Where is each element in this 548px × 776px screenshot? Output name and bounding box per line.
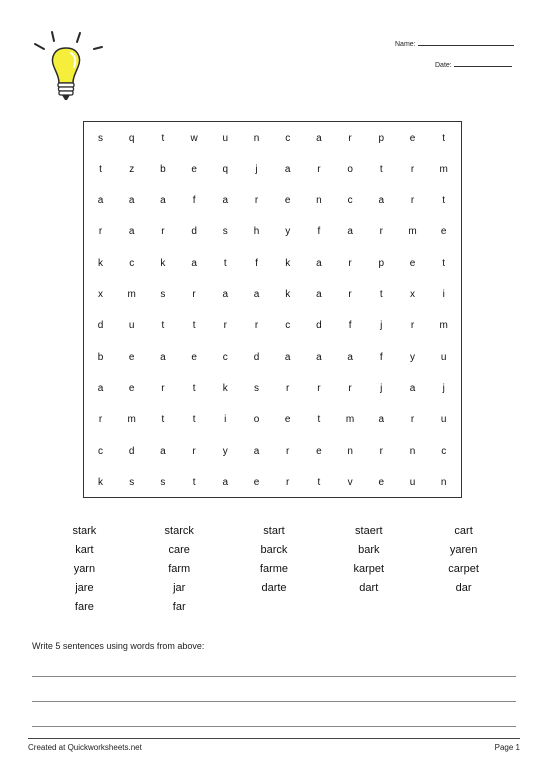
grid-letter[interactable]: a bbox=[128, 195, 135, 207]
grid-letter[interactable]: u bbox=[440, 351, 447, 363]
grid-letter[interactable]: a bbox=[222, 195, 229, 207]
footer-divider bbox=[28, 738, 520, 739]
word-list-item: yaren bbox=[449, 544, 478, 556]
grid-letter[interactable]: e bbox=[191, 351, 197, 363]
grid-letter[interactable]: t bbox=[442, 132, 446, 144]
grid-letter[interactable]: t bbox=[161, 414, 165, 426]
grid-letter[interactable]: z bbox=[129, 163, 135, 175]
grid-letter[interactable]: t bbox=[317, 414, 321, 426]
word-list-item: karpet bbox=[353, 563, 385, 575]
grid-letter[interactable]: x bbox=[98, 289, 103, 300]
grid-letter[interactable]: o bbox=[347, 163, 353, 175]
grid-letter[interactable]: t bbox=[442, 257, 446, 269]
grid-letter[interactable]: r bbox=[286, 445, 290, 457]
word-list-item: farm bbox=[168, 563, 191, 575]
writing-line[interactable] bbox=[32, 676, 516, 677]
grid-letter[interactable]: a bbox=[284, 351, 291, 363]
grid-letter[interactable]: t bbox=[379, 289, 383, 300]
writing-line[interactable] bbox=[32, 701, 516, 702]
grid-letter[interactable]: r bbox=[254, 320, 259, 332]
grid-letter[interactable]: j bbox=[255, 163, 258, 175]
grid-letter[interactable]: y bbox=[285, 226, 291, 238]
grid-letter[interactable]: s bbox=[160, 476, 166, 488]
grid-letter[interactable]: t bbox=[192, 476, 196, 488]
grid-letter[interactable]: r bbox=[192, 289, 196, 300]
grid-letter[interactable]: c bbox=[129, 257, 135, 269]
grid-letter[interactable]: u bbox=[222, 132, 229, 144]
grid-letter[interactable]: k bbox=[222, 382, 228, 394]
word-list-item: barck bbox=[260, 544, 288, 556]
grid-letter[interactable]: e bbox=[409, 132, 416, 144]
word-list-item: yarn bbox=[73, 563, 96, 575]
grid-letter[interactable]: b bbox=[97, 351, 104, 363]
grid-letter[interactable]: t bbox=[223, 257, 227, 269]
grid-letter[interactable]: d bbox=[316, 320, 322, 332]
word-list-item: cart bbox=[454, 525, 473, 537]
grid-letter[interactable]: t bbox=[192, 414, 196, 426]
grid-letter[interactable]: j bbox=[380, 382, 383, 394]
word-list-item: carpet bbox=[448, 563, 479, 575]
grid-letter[interactable]: a bbox=[378, 414, 385, 426]
word-list-item: darte bbox=[261, 582, 287, 594]
grid-letter[interactable]: a bbox=[160, 351, 166, 363]
grid-letter[interactable]: r bbox=[161, 226, 165, 238]
date-label: Date: bbox=[435, 62, 452, 69]
grid-letter[interactable]: r bbox=[317, 382, 321, 394]
date-blank[interactable] bbox=[454, 60, 512, 67]
word-list-item: starck bbox=[164, 525, 194, 537]
grid-letter[interactable]: r bbox=[379, 226, 383, 238]
grid-letter[interactable]: r bbox=[286, 382, 290, 394]
grid-letter[interactable]: o bbox=[253, 414, 260, 426]
grid-letter[interactable]: r bbox=[223, 320, 227, 332]
grid-letter[interactable]: t bbox=[442, 195, 446, 207]
grid-letter[interactable]: r bbox=[98, 414, 103, 426]
grid-letter[interactable]: r bbox=[286, 476, 290, 488]
grid-letter[interactable]: s bbox=[98, 132, 103, 144]
word-list-item: bark bbox=[358, 544, 380, 556]
grid-letter[interactable]: r bbox=[410, 195, 415, 207]
grid-letter[interactable]: a bbox=[316, 257, 322, 269]
grid-letter[interactable]: w bbox=[190, 132, 198, 144]
grid-letter[interactable]: a bbox=[284, 163, 291, 175]
grid-letter[interactable]: n bbox=[409, 445, 416, 457]
grid-letter[interactable]: f bbox=[192, 195, 196, 207]
grid-letter[interactable]: e bbox=[316, 445, 322, 457]
grid-letter[interactable]: f bbox=[255, 257, 258, 269]
footer-credit: Created at Quickworksheets.net bbox=[28, 743, 142, 752]
grid-letter[interactable]: a bbox=[128, 226, 135, 238]
word-list-item: staert bbox=[355, 525, 383, 537]
page-number: Page 1 bbox=[494, 743, 520, 752]
grid-letter[interactable]: a bbox=[160, 445, 166, 457]
grid-letter[interactable]: r bbox=[348, 257, 352, 269]
grid-letter[interactable]: t bbox=[161, 320, 165, 332]
grid-letter[interactable]: m bbox=[345, 414, 355, 426]
grid-letter[interactable]: a bbox=[191, 257, 197, 269]
grid-letter[interactable]: k bbox=[285, 257, 291, 269]
grid-letter[interactable]: k bbox=[98, 257, 103, 269]
grid-letter[interactable]: a bbox=[97, 382, 104, 394]
grid-letter[interactable]: n bbox=[253, 132, 260, 144]
grid-letter[interactable]: r bbox=[348, 382, 352, 394]
grid-letter[interactable]: e bbox=[253, 476, 260, 488]
grid-letter[interactable]: a bbox=[316, 289, 322, 300]
grid-letter[interactable]: e bbox=[378, 476, 385, 488]
grid-letter[interactable]: a bbox=[316, 132, 322, 144]
grid-letter[interactable]: m bbox=[439, 320, 448, 332]
grid-letter[interactable]: m bbox=[408, 226, 417, 238]
grid-letter[interactable]: i bbox=[442, 289, 445, 300]
grid-letter[interactable]: y bbox=[410, 351, 415, 363]
grid-letter[interactable]: s bbox=[254, 382, 259, 394]
grid-letter[interactable]: b bbox=[160, 163, 166, 175]
word-list-item: far bbox=[172, 601, 186, 613]
grid-letter[interactable]: a bbox=[253, 445, 260, 457]
word-list bbox=[37, 524, 511, 615]
grid-letter[interactable]: c bbox=[285, 132, 291, 144]
grid-letter[interactable]: r bbox=[317, 163, 321, 175]
grid-letter[interactable]: t bbox=[99, 163, 102, 175]
grid-letter[interactable]: a bbox=[222, 289, 229, 300]
date-field[interactable] bbox=[435, 60, 512, 69]
grid-letter[interactable]: a bbox=[316, 351, 322, 363]
grid-letter[interactable]: e bbox=[128, 382, 135, 394]
grid-letter[interactable]: u bbox=[440, 414, 447, 426]
name-label: Name: bbox=[395, 41, 416, 48]
name-field[interactable] bbox=[395, 39, 514, 48]
grid-letter[interactable]: f bbox=[379, 351, 383, 363]
grid-letter[interactable]: n bbox=[347, 445, 353, 457]
grid-letter[interactable]: r bbox=[410, 163, 415, 175]
grid-letter[interactable]: f bbox=[348, 320, 352, 332]
word-list-item: stark bbox=[72, 525, 97, 537]
grid-letter[interactable]: k bbox=[160, 257, 166, 269]
grid-letter[interactable]: a bbox=[160, 195, 166, 207]
grid-letter[interactable]: t bbox=[379, 163, 383, 175]
grid-letter[interactable]: p bbox=[378, 132, 385, 144]
grid-letter[interactable]: r bbox=[348, 289, 352, 300]
grid-letter[interactable]: e bbox=[128, 351, 135, 363]
grid-letter[interactable]: a bbox=[378, 195, 385, 207]
grid-letter[interactable]: c bbox=[441, 445, 447, 457]
grid-letter[interactable]: c bbox=[222, 351, 228, 363]
grid-letter[interactable]: a bbox=[347, 351, 353, 363]
word-list-item: jar bbox=[173, 582, 186, 594]
grid-letter[interactable]: c bbox=[98, 445, 103, 457]
grid-letter[interactable]: t bbox=[317, 476, 321, 488]
grid-letter[interactable]: d bbox=[97, 320, 104, 332]
grid-letter[interactable]: u bbox=[128, 320, 135, 332]
grid-letter[interactable]: t bbox=[161, 132, 165, 144]
writing-line[interactable] bbox=[32, 726, 516, 727]
grid-letter[interactable]: e bbox=[191, 163, 197, 175]
word-list-item: care bbox=[168, 544, 190, 556]
grid-letter[interactable]: c bbox=[347, 195, 353, 207]
grid-letter[interactable]: m bbox=[127, 289, 136, 300]
grid-letter[interactable]: r bbox=[410, 414, 415, 426]
grid-letter[interactable]: k bbox=[98, 476, 103, 488]
grid-letter[interactable]: r bbox=[254, 195, 259, 207]
grid-letter[interactable]: c bbox=[285, 320, 291, 332]
grid-letter[interactable]: q bbox=[222, 163, 229, 175]
grid-letter[interactable]: e bbox=[409, 257, 416, 269]
word-list-item: start bbox=[263, 525, 285, 537]
grid-letter[interactable]: t bbox=[192, 382, 196, 394]
grid-letter[interactable]: p bbox=[378, 257, 385, 269]
light-bulb-icon bbox=[32, 30, 104, 102]
name-blank[interactable] bbox=[418, 39, 514, 46]
grid-letter[interactable]: q bbox=[128, 132, 135, 144]
grid-letter[interactable]: s bbox=[129, 476, 135, 488]
grid-letter[interactable]: m bbox=[439, 163, 448, 175]
grid-letter[interactable]: r bbox=[410, 320, 415, 332]
grid-letter[interactable]: d bbox=[128, 445, 135, 457]
grid-letter[interactable]: j bbox=[442, 382, 445, 394]
grid-letter[interactable]: y bbox=[222, 445, 228, 457]
grid-letter[interactable]: i bbox=[224, 414, 227, 426]
grid-letter[interactable]: r bbox=[379, 445, 383, 457]
grid-letter[interactable]: e bbox=[440, 226, 447, 238]
grid-letter[interactable]: k bbox=[285, 289, 291, 300]
grid-letter[interactable]: a bbox=[347, 226, 353, 238]
word-list-item: farme bbox=[259, 563, 289, 575]
grid-letter[interactable]: d bbox=[253, 351, 260, 363]
grid-letter[interactable]: s bbox=[222, 226, 228, 238]
grid-letter[interactable]: d bbox=[191, 226, 197, 238]
grid-letter[interactable]: a bbox=[253, 289, 260, 300]
grid-letter[interactable]: x bbox=[410, 289, 415, 300]
grid-letter[interactable]: e bbox=[284, 195, 291, 207]
grid-letter[interactable]: u bbox=[409, 476, 416, 488]
word-list-item: kart bbox=[75, 544, 94, 556]
word-list-item: jare bbox=[75, 582, 94, 594]
instructions: Write 5 sentences using words from above: bbox=[32, 641, 205, 651]
grid-letter[interactable]: r bbox=[98, 226, 103, 238]
grid-letter[interactable]: r bbox=[348, 132, 352, 144]
grid-letter[interactable]: f bbox=[317, 226, 321, 238]
grid-letter[interactable]: j bbox=[380, 320, 383, 332]
grid-letter[interactable]: n bbox=[316, 195, 322, 207]
grid-letter[interactable]: a bbox=[97, 195, 104, 207]
grid-letter[interactable]: s bbox=[160, 289, 166, 300]
grid-letter[interactable]: a bbox=[222, 476, 229, 488]
grid-letter[interactable]: e bbox=[284, 414, 291, 426]
word-list-item: fare bbox=[74, 601, 94, 613]
grid-letter[interactable]: n bbox=[440, 476, 447, 488]
word-list-item: dart bbox=[359, 582, 379, 594]
word-search-grid bbox=[83, 121, 462, 498]
grid-letter[interactable]: r bbox=[192, 445, 196, 457]
grid-letter[interactable]: t bbox=[192, 320, 196, 332]
word-list-item: dar bbox=[455, 582, 472, 594]
grid-letter[interactable]: a bbox=[409, 382, 416, 394]
grid-letter[interactable]: m bbox=[127, 414, 136, 426]
grid-letter[interactable]: h bbox=[253, 226, 260, 238]
grid-letter[interactable]: v bbox=[347, 476, 353, 488]
grid-letter[interactable]: r bbox=[161, 382, 165, 394]
